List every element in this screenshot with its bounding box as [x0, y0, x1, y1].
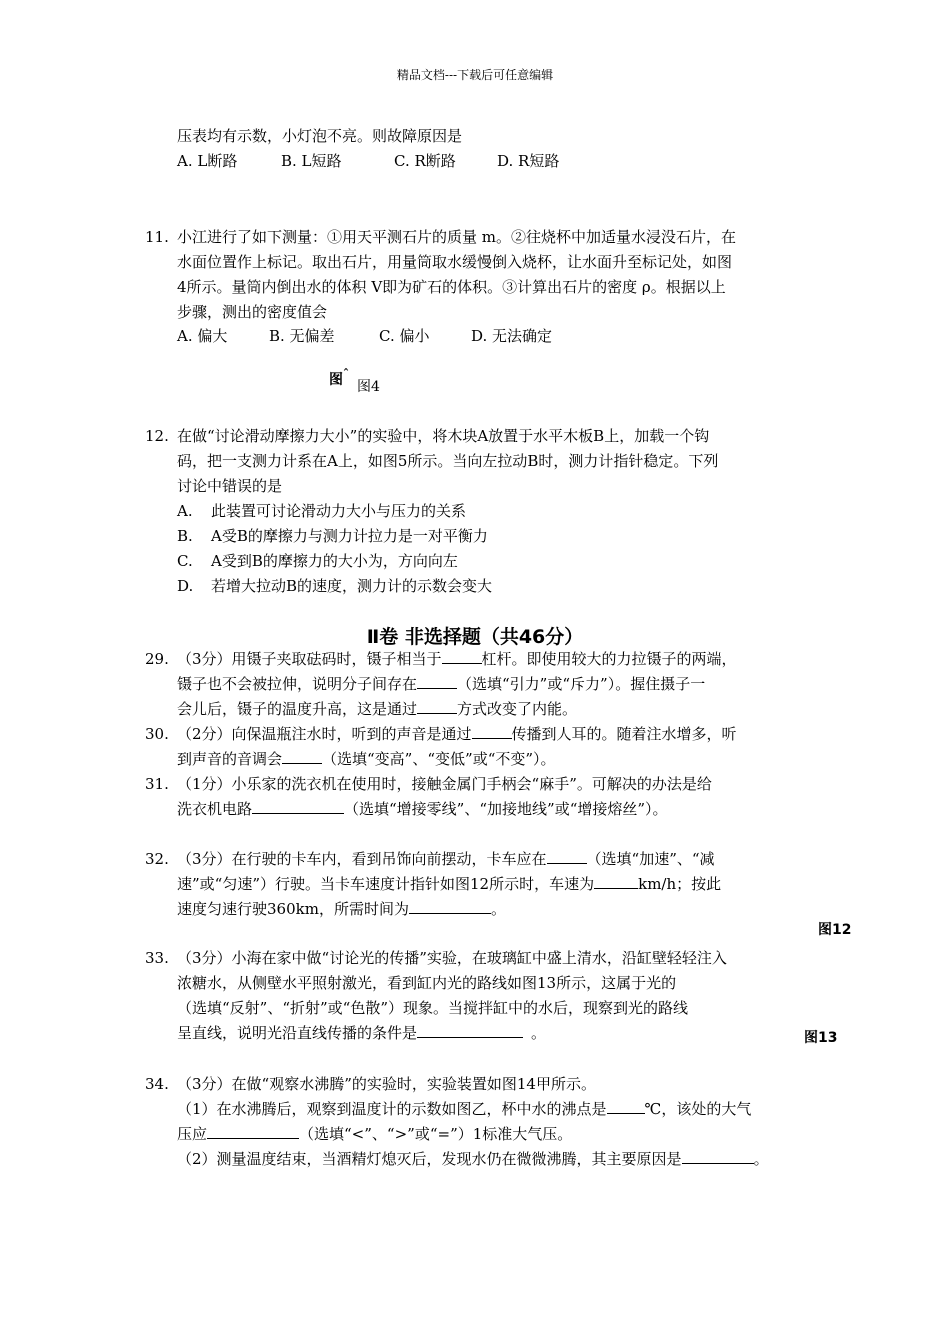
option-letter: C.: [177, 552, 193, 570]
q11-figure-caption: 图4: [357, 379, 380, 395]
q32-line-3: [177, 897, 506, 922]
q11-number: 11.: [145, 228, 169, 246]
text-segment: （选填“加速”、“减: [586, 850, 715, 868]
option-text: 此装置可讨论滑动力大小与压力的关系: [211, 502, 467, 520]
q34-line-2: [177, 1097, 751, 1122]
text-segment: （2分）向保温瓶注水时，听到的声音是通过: [177, 725, 472, 743]
q29-line-2: [177, 672, 705, 697]
q10-option-a: A. L断路: [177, 152, 238, 170]
q33-number: 33.: [145, 949, 169, 967]
answer-blank[interactable]: [252, 797, 344, 814]
text-segment: 。: [490, 900, 506, 918]
q11-options: [177, 324, 552, 349]
q10-options: [177, 149, 559, 174]
q29-number: 29.: [145, 650, 169, 668]
answer-blank[interactable]: [682, 1147, 754, 1164]
page-header: 精品文档---下载后可任意编辑: [396, 68, 554, 82]
q10-text: 压表均有示数，小灯泡不亮。则故障原因是: [177, 127, 463, 145]
text-segment: 速度匀速行驶360km，所需时间为: [177, 900, 409, 918]
q31-line-1: （1分）小乐家的洗衣机在使用时，接触金属门手柄会“麻手”。可解决的办法是给: [177, 775, 712, 793]
text-segment: ℃，该处的大气: [644, 1100, 752, 1118]
q31-number: 31.: [145, 775, 169, 793]
q10-option-d: D. R短路: [497, 152, 560, 170]
q12-number: 12.: [145, 427, 169, 445]
q30-number: 30.: [145, 725, 169, 743]
text-segment: 会儿后，镊子的温度升高，这是通过: [177, 700, 418, 718]
q11-option-c: C. 偏小: [379, 327, 430, 345]
q11-line-3: 4所示。量筒内倒出水的体积 V即为矿石的体积。③计算出石片的密度 ρ。根据以上: [177, 278, 726, 296]
option-text: 若增大拉动B的速度，测力计的示数会变大: [211, 577, 493, 595]
text-segment: 。: [753, 1150, 769, 1168]
q33-line-2: 浓糖水，从侧壁水平照射激光，看到缸内光的路线如图13所示，这属于光的: [177, 974, 677, 992]
q12-option-d: [177, 574, 492, 599]
answer-blank[interactable]: [417, 672, 457, 689]
q33-line-4: [177, 1021, 546, 1046]
text-segment: 方式改变了内能。: [457, 700, 578, 718]
q12-option-a: [177, 499, 466, 524]
q32-number: 32.: [145, 850, 169, 868]
answer-blank[interactable]: [409, 897, 491, 914]
text-segment: 呈直线，说明光沿直线传播的条件是: [177, 1024, 418, 1042]
option-text: A受到B的摩擦力的大小为，方向向左: [211, 552, 458, 570]
q11-line-1: 小江进行了如下测量：①用天平测石片的质量 m。②往烧杯中加适量水浸没石片，在: [177, 228, 736, 246]
q11-line-4: 步骤，测出的密度值会: [177, 303, 328, 321]
q32-line-2: [177, 872, 721, 897]
answer-blank[interactable]: [282, 747, 322, 764]
answer-blank[interactable]: [547, 847, 587, 864]
figure-caret-mark: ˆ: [343, 367, 349, 381]
option-text: A受B的摩擦力与测力计拉力是一对平衡力: [211, 527, 488, 545]
answer-blank[interactable]: [417, 1021, 523, 1038]
q12-line-3: 讨论中错误的是: [177, 477, 283, 495]
text-segment: km/h；按此: [638, 875, 722, 893]
text-segment: 洗衣机电路: [177, 800, 253, 818]
q11-figure-placeholder: [329, 367, 349, 389]
text-segment: （3分）用镊子夹取砝码时，镊子相当于: [177, 650, 442, 668]
q33-line-3: （选填“反射”、“折射”或“色散”）现象。当搅拌缸中的水后，现察到光的路线: [177, 999, 689, 1017]
q11-option-d: D. 无法确定: [471, 327, 553, 345]
option-letter: D.: [177, 577, 194, 595]
q30-line-1: [177, 722, 737, 747]
text-segment: （2）测量温度结束，当酒精灯熄灭后，发现水仍在微微沸腾，其主要原因是: [177, 1150, 682, 1168]
figure-12-label: 图12: [818, 922, 852, 938]
q34-line-1: （3分）在做“观察水沸腾”的实验时，实验装置如图14甲所示。: [177, 1075, 596, 1093]
q12-option-b: [177, 524, 488, 549]
section-title: Ⅱ卷 非选择题（共46分）: [366, 626, 584, 648]
q34-line-4: [177, 1147, 769, 1172]
q34-number: 34.: [145, 1075, 169, 1093]
q10-option-b: B. L短路: [281, 152, 342, 170]
figure-broken-label: 图: [329, 372, 343, 388]
q11-line-2: 水面位置作上标记。取出石片，用量筒取水缓慢倒入烧杯，让水面升至标记处，如图: [177, 253, 733, 271]
text-segment: （3分）在行驶的卡车内，看到吊饰向前摆动，卡车应在: [177, 850, 547, 868]
q29-line-3: [177, 697, 577, 722]
q30-line-2: [177, 747, 556, 772]
q11-option-b: B. 无偏差: [269, 327, 335, 345]
q29-line-1: [177, 647, 737, 672]
text-segment: （选填“变高”、“变低”或“不变”）。: [322, 750, 556, 768]
q12-line-1: 在做“讨论滑动摩擦力大小”的实验中，将木块A放置于水平木板B上，加载一个钩: [177, 427, 710, 445]
text-segment: 压应: [177, 1125, 208, 1143]
text-segment: 镊子也不会被拉伸，说明分子间存在: [177, 675, 418, 693]
text-segment: （1）在水沸腾后，观察到温度计的示数如图乙，杯中水的沸点是: [177, 1100, 607, 1118]
text-segment: （选填“引力”或“斥力”）。握住摄子一: [457, 675, 706, 693]
q34-line-3: [177, 1122, 572, 1147]
q32-line-1: [177, 847, 715, 872]
text-segment: 速”或“匀速”）行驶。当卡车速度计指针如图12所示时，车速为: [177, 875, 595, 893]
q10-option-c: C. R断路: [394, 152, 456, 170]
text-segment: 传播到人耳的。随着注水增多，听: [511, 725, 737, 743]
answer-blank[interactable]: [442, 647, 482, 664]
answer-blank[interactable]: [207, 1122, 299, 1139]
option-letter: B.: [177, 527, 193, 545]
answer-blank[interactable]: [472, 722, 512, 739]
answer-blank[interactable]: [594, 872, 638, 889]
answer-blank[interactable]: [417, 697, 457, 714]
text-segment: （选填“<”、“>”或“=”）1标准大气压。: [299, 1125, 573, 1143]
text-segment: 。: [531, 1024, 547, 1042]
q11-option-a: A. 偏大: [177, 327, 228, 345]
option-letter: A.: [177, 502, 193, 520]
answer-blank[interactable]: [607, 1097, 645, 1114]
q33-line-1: （3分）小海在家中做“讨论光的传播”实验，在玻璃缸中盛上清水，沿缸壁轻轻注入: [177, 949, 727, 967]
text-segment: 杠杆。即使用较大的力拉镊子的两端，: [481, 650, 737, 668]
text-segment: 到声音的音调会: [177, 750, 283, 768]
figure-13-label: 图13: [804, 1030, 838, 1046]
q12-line-2: 码，把一支测力计系在A上，如图5所示。当向左拉动B时，测力计指针稳定。下列: [177, 452, 719, 470]
q31-line-2: [177, 797, 668, 822]
text-segment: （选填“增接零线”、“加接地线”或“增接熔丝”）。: [344, 800, 668, 818]
q12-option-c: [177, 549, 458, 574]
